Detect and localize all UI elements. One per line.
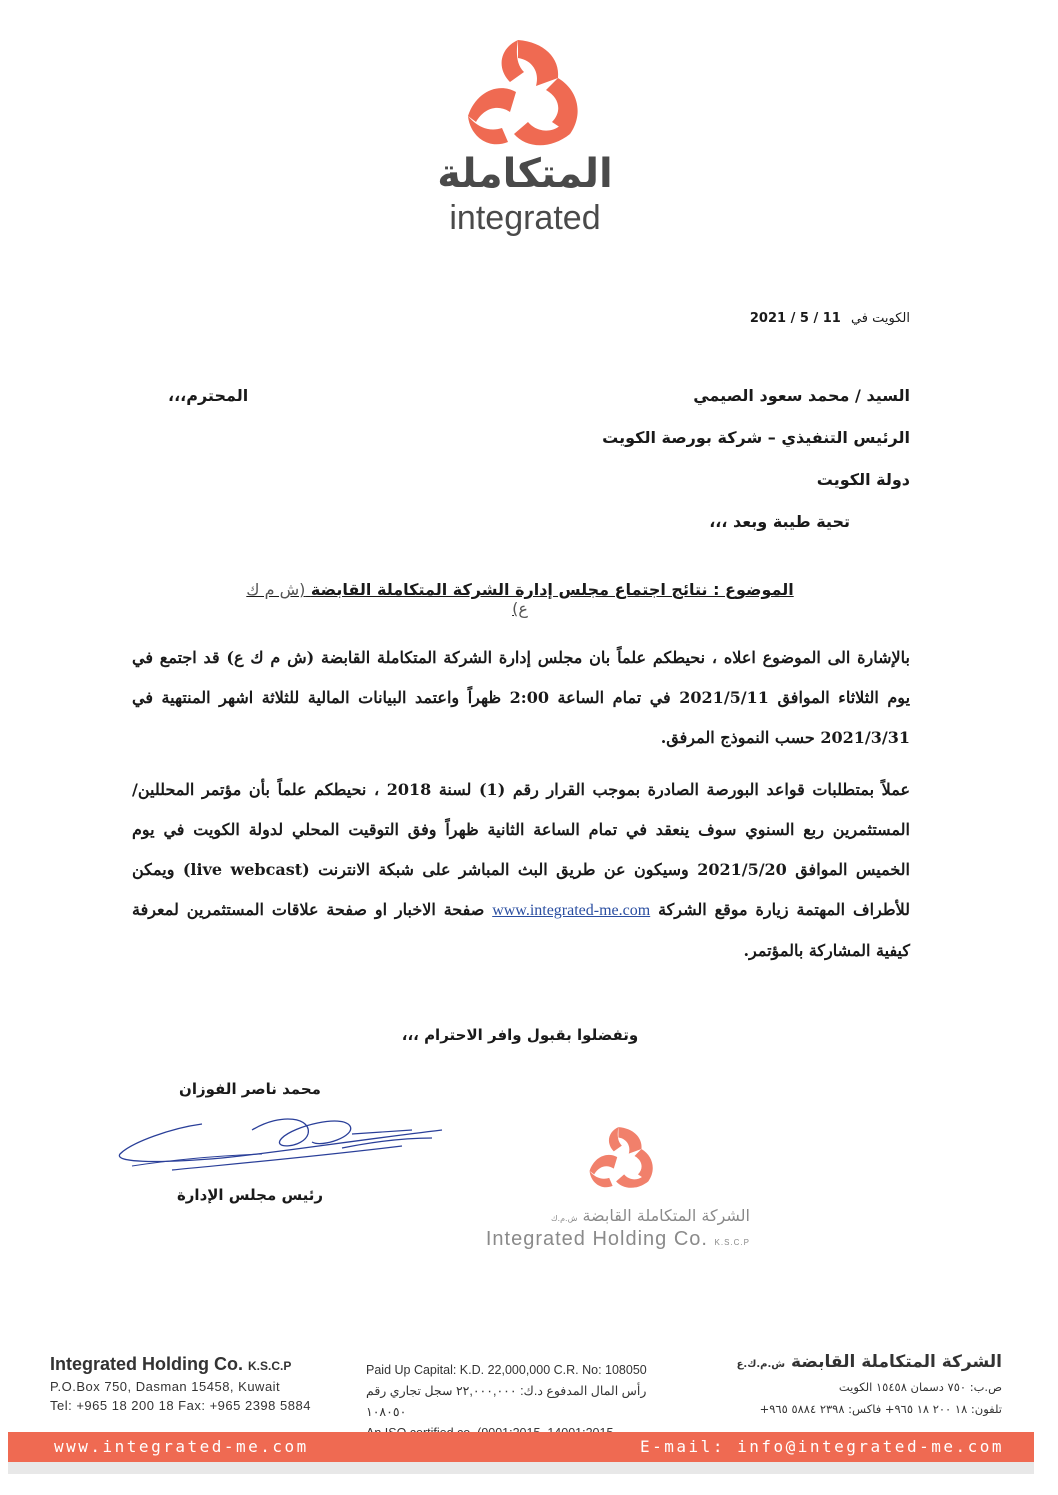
footer-phone-ar: تلفون: ١٨ ٢٠٠ ١٨ ٩٦٥+ فاكس: ٢٣٩٨ ٥٨٨٤ ٩٦٥+ [759, 1402, 1002, 1416]
stamp-en-text: Integrated Holding Co. [485, 1228, 708, 1250]
recipient-name: السيد / محمد سعود الصيمي [693, 386, 910, 405]
footer-company-ar [702, 1352, 1002, 1372]
recipient-respect: المحترم،،، [168, 386, 249, 405]
paragraph-2-end: صفحة الاخبار او صفحة علاقات المستثمرين لمعرفة كيفية المشاركة بالمؤتمر. [132, 900, 910, 960]
handwritten-signature [112, 1108, 452, 1188]
body-paragraph-2 [132, 770, 910, 971]
footer-company-en-suffix: K.S.C.P [248, 1359, 292, 1373]
greeting: تحية طيبة وبعد ،،، [709, 512, 850, 531]
stamp-en-suffix: K.S.C.P [714, 1238, 750, 1247]
website-link[interactable]: www.integrated-me.com [492, 902, 651, 919]
stamp-arabic-name [470, 1206, 750, 1225]
stamp-ar-text: الشركة المتكاملة القابضة [582, 1206, 750, 1225]
footer-company-en [50, 1354, 340, 1375]
footer-company-ar-suffix: ش.م.ك.ع [736, 1359, 786, 1370]
footer-website[interactable]: www.integrated-me.com [54, 1437, 309, 1456]
recipient-position: الرئيس التنفيذي – شركة بورصة الكويت [602, 428, 910, 447]
letter-subject [238, 580, 802, 618]
footer-contact-bar [8, 1432, 1034, 1462]
subject-suffix: (ش م ك ع) [246, 580, 528, 618]
footer-company-ar-text: الشركة المتكاملة القابضة [791, 1352, 1002, 1372]
stamp-logo-icon [588, 1126, 658, 1194]
footer-capital-ar: رأس المال المدفوع د.ك: ٢٢,٠٠٠,٠٠٠ سجل تجاري رقم ١٠٨٠٥٠ [366, 1384, 647, 1419]
date-value: 2021 / 5 / 11 [749, 311, 841, 326]
letter-date [750, 311, 910, 326]
footer-address-ar: ص.ب: ٧٥٠ دسمان ١٥٤٥٨ الكويت [838, 1380, 1002, 1394]
footer-phone-en: Tel: +965 18 200 18 Fax: +965 2398 5884 [50, 1398, 311, 1413]
closing-line: وتفضلوا بقبول وافر الاحترام ،،، [401, 1026, 639, 1044]
company-logo-icon [466, 38, 586, 156]
footer-english-details [50, 1354, 340, 1413]
logo-arabic-text: المتكاملة [437, 151, 613, 197]
footer-divider [8, 1462, 1034, 1474]
paragraph-2-start: عملاً بمتطلبات قواعد البورصة الصادرة بموجب القرار رقم (1) لسنة 2018 ، نحيطكم علماً بأن مؤتمر المحللين/المستثمرين ربع السنوي سوف ينعقد في تمام الساعة الثانية ظهراً وفق التوقيت المحلي لدولة الكويت في يوم الخميس الموافق 2021/5/20 وسيكون عن طريق البث المباشر على شبكة الانترنت (live webcast) ويمكن للأطراف المهتمة زيارة موقع الشركة [132, 780, 911, 919]
recipient-country: دولة الكويت [816, 470, 910, 489]
subject-label: الموضوع : نتائج اجتماع مجلس إدارة الشركة المتكاملة القابضة [310, 580, 794, 599]
signer-title: رئيس مجلس الإدارة [176, 1186, 324, 1204]
date-label: الكويت في [850, 311, 910, 326]
footer-address-en: P.O.Box 750, Dasman 15458, Kuwait [50, 1379, 281, 1394]
footer-company-en-text: Integrated Holding Co. [50, 1354, 243, 1374]
footer-arabic-details [702, 1352, 1002, 1416]
footer-capital: Paid Up Capital: K.D. 22,000,000 C.R. No: 108050 [366, 1363, 647, 1377]
signer-name: محمد ناصر الفوزان [179, 1080, 321, 1098]
body-paragraph-1: بالإشارة الى الموضوع اعلاه ، نحيطكم علماً بان مجلس إدارة الشركة المتكاملة القابضة (ش م ك ع) قد اجتمع في يوم الثلاثاء الموافق 2021/5/11 في تمام الساعة 2:00 ظهراً واعتمد البيانات المالية للثلاثة اشهر المنتهية في 2021/3/31 حسب النموذج المرفق. [132, 648, 911, 747]
logo-english-text: integrated [449, 199, 601, 237]
footer-email[interactable]: E-mail: info@integrated-me.com [640, 1437, 1004, 1456]
stamp-ar-suffix: ش.م.ك [550, 1214, 578, 1223]
stamp-english-name [470, 1228, 750, 1251]
